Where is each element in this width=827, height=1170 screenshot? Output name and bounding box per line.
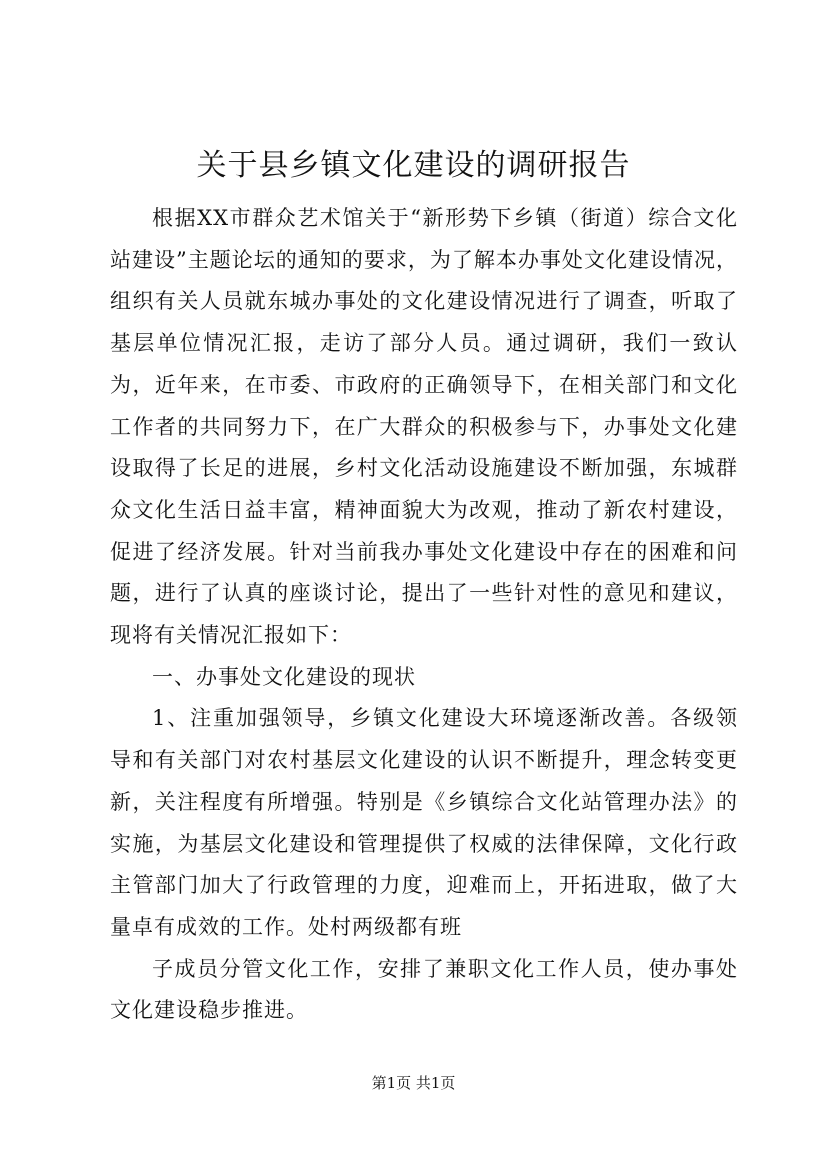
page-number-footer: 第1页 共1页 xyxy=(371,1074,456,1092)
document-body xyxy=(110,198,738,1032)
paragraph-intro: 根据XX市群众艺术馆关于“新形势下乡镇（街道）综合文化站建设”主题论坛的通知的要求，为了解本办事处文化建设情况，组织有关人员就东城办事处的文化建设情况进行了调查，听取了基层单位情况汇报，走访了部分人员。通过调研，我们一致认为，近年来，在市委、市政府的正确领导下，在相关部门和文化工作者的共同努力下，在广大群众的积极参与下，办事处文化建设取得了长足的进展，乡村文化活动设施建设不断加强，东城群众文化生活日益丰富，精神面貌大为改观，推动了新农村建设，促进了经济发展。针对当前我办事处文化建设中存在的困难和问题，进行了认真的座谈讨论，提出了一些针对性的意见和建议，现将有关情况汇报如下： xyxy=(110,206,738,648)
paragraph-continuation: 子成员分管文化工作，安排了兼职文化工作人员，使办事处文化建设稳步推进。 xyxy=(110,956,738,1023)
section-heading: 一、办事处文化建设的现状 xyxy=(152,664,416,689)
document-title: 关于县乡镇文化建设的调研报告 xyxy=(196,148,631,183)
paragraph-point-1: 1、注重加强领导，乡镇文化建设大环境逐渐改善。各级领导和有关部门对农村基层文化建设的认识不断提升，理念转变更新，关注程度有所增强。特别是《乡镇综合文化站管理办法》的实施，为基层文化建设和管理提供了权威的法律保障，文化行政主管部门加大了行政管理的力度，迎难而上，开拓进取，做了大量卓有成效的工作。处村两级都有班 xyxy=(110,706,738,939)
